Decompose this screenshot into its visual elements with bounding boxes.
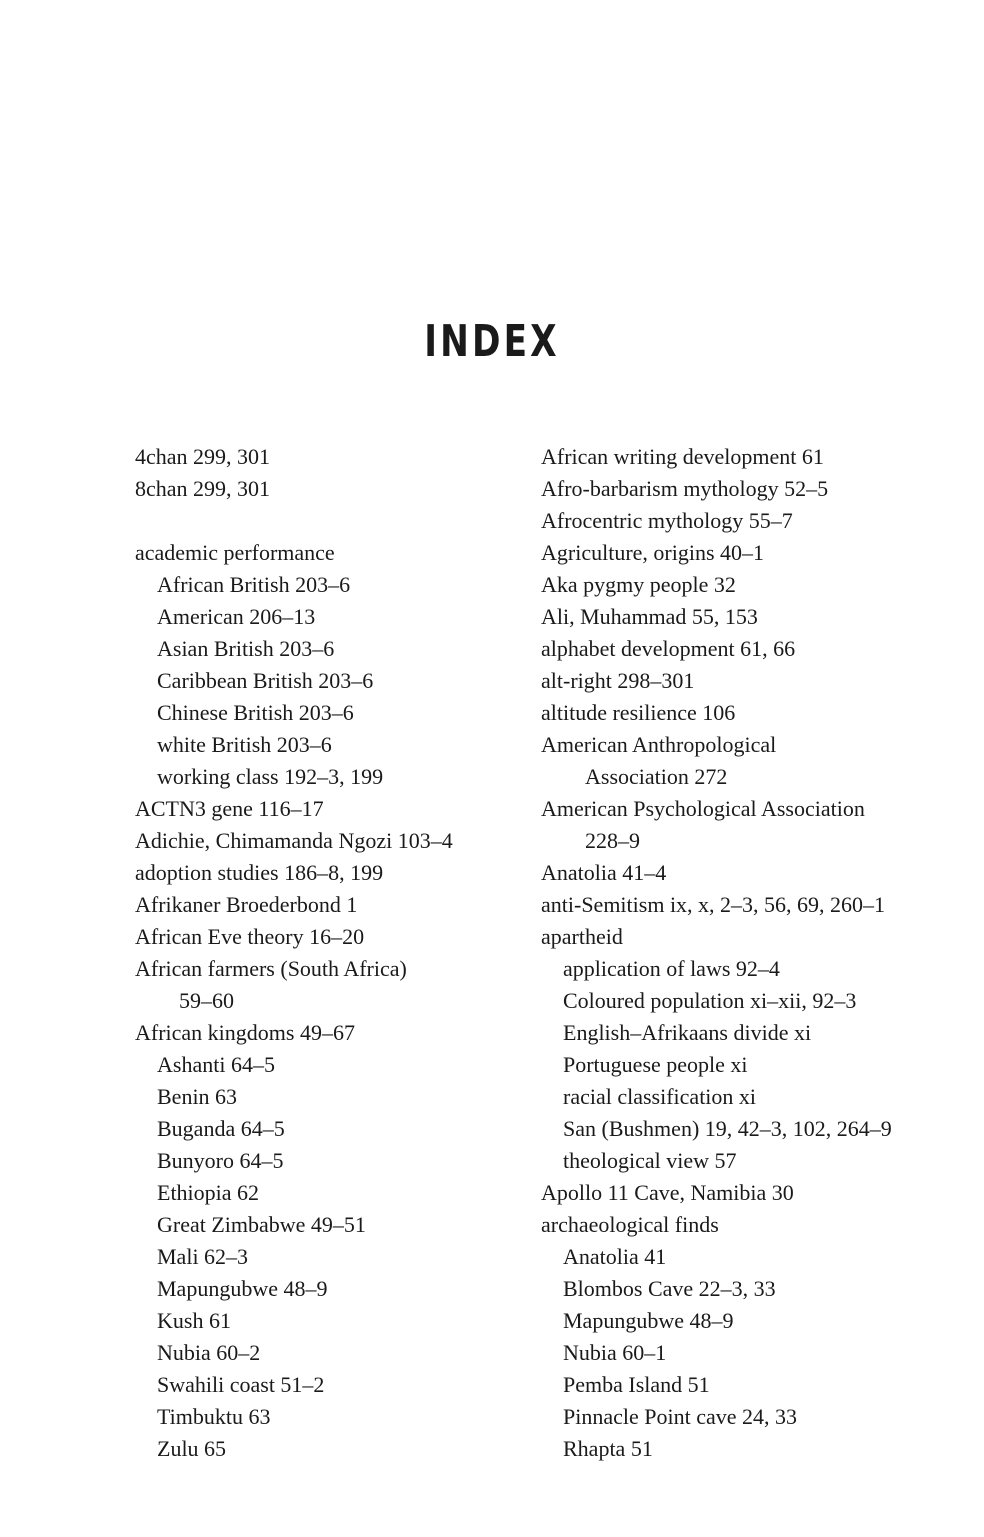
index-entry: Agriculture, origins 40–1	[541, 540, 765, 565]
index-entry: African writing development 61	[541, 444, 824, 469]
index-subentry: Timbuktu 63	[157, 1404, 271, 1429]
index-subentry: Coloured population xi–xii, 92–3	[563, 988, 857, 1013]
index-entry: Ali, Muhammad 55, 153	[541, 604, 758, 629]
index-subentry: Ashanti 64–5	[157, 1052, 275, 1077]
index-entry: Apollo 11 Cave, Namibia 30	[541, 1180, 794, 1205]
index-entry: Afro-barbarism mythology 52–5	[541, 476, 829, 501]
index-entry: American Psychological Association	[541, 796, 865, 821]
index-subentry: Nubia 60–2	[157, 1340, 261, 1365]
index-entry-continuation: 228–9	[585, 828, 640, 853]
index-entry-continuation: Association 272	[585, 764, 728, 789]
index-entry: African kingdoms 49–67	[135, 1020, 355, 1045]
index-subentry: racial classification xi	[563, 1084, 757, 1109]
index-subentry: Chinese British 203–6	[157, 700, 354, 725]
index-entry: anti-Semitism ix, x, 2–3, 56, 69, 260–1	[541, 892, 886, 917]
index-subentry: application of laws 92–4	[563, 956, 780, 981]
index-subentry: Buganda 64–5	[157, 1116, 285, 1141]
index-entry: 8chan 299, 301	[135, 476, 271, 501]
index-subentry: Zulu 65	[157, 1436, 227, 1461]
page-title: INDEX	[424, 316, 560, 367]
index-subentry: Swahili coast 51–2	[157, 1372, 325, 1397]
index-gap	[135, 505, 495, 537]
index-entry: apartheid	[541, 924, 623, 949]
index-subentry: Mali 62–3	[157, 1244, 249, 1269]
index-column-right	[541, 441, 961, 1465]
index-subentry: Bunyoro 64–5	[157, 1148, 284, 1173]
index-subentry: Mapungubwe 48–9	[563, 1308, 734, 1333]
index-subentry: Benin 63	[157, 1084, 238, 1109]
index-entry: ACTN3 gene 116–17	[135, 796, 324, 821]
index-entry: Anatolia 41–4	[541, 860, 667, 885]
index-entry-continuation: 59–60	[179, 988, 234, 1013]
index-column-left	[135, 441, 495, 1465]
index-subentry: Rhapta 51	[563, 1436, 653, 1461]
index-subentry: Great Zimbabwe 49–51	[157, 1212, 366, 1237]
index-entry: adoption studies 186–8, 199	[135, 860, 384, 885]
index-subentry: working class 192–3, 199	[157, 764, 384, 789]
index-subentry: Nubia 60–1	[563, 1340, 667, 1365]
index-entry: African farmers (South Africa)	[135, 956, 407, 981]
index-entry: altitude resilience 106	[541, 700, 736, 725]
index-entry: Afrocentric mythology 55–7	[541, 508, 793, 533]
index-entry: alt-right 298–301	[541, 668, 695, 693]
index-subentry: Pinnacle Point cave 24, 33	[563, 1404, 798, 1429]
index-entry: Adichie, Chimamanda Ngozi 103–4	[135, 828, 453, 853]
index-subentry: theological view 57	[563, 1148, 737, 1173]
index-subentry: Kush 61	[157, 1308, 231, 1333]
index-entry: American Anthropological	[541, 732, 777, 757]
index-subentry: African British 203–6	[157, 572, 351, 597]
index-subentry: Blombos Cave 22–3, 33	[563, 1276, 776, 1301]
index-subentry: San (Bushmen) 19, 42–3, 102, 264–9	[563, 1116, 892, 1141]
index-subentry: white British 203–6	[157, 732, 332, 757]
index-subentry: American 206–13	[157, 604, 316, 629]
index-subentry: Caribbean British 203–6	[157, 668, 374, 693]
index-subentry: Anatolia 41	[563, 1244, 667, 1269]
index-entry: academic performance	[135, 540, 335, 565]
index-entry: 4chan 299, 301	[135, 444, 271, 469]
index-subentry: Portuguese people xi	[563, 1052, 748, 1077]
index-entry: Afrikaner Broederbond 1	[135, 892, 358, 917]
index-subentry: Ethiopia 62	[157, 1180, 260, 1205]
index-subentry: Asian British 203–6	[157, 636, 335, 661]
index-entry: African Eve theory 16–20	[135, 924, 365, 949]
index-subentry: Mapungubwe 48–9	[157, 1276, 328, 1301]
index-entry: archaeological finds	[541, 1212, 719, 1237]
index-subentry: Pemba Island 51	[563, 1372, 710, 1397]
index-subentry: English–Afrikaans divide xi	[563, 1020, 812, 1045]
index-entry: Aka pygmy people 32	[541, 572, 736, 597]
index-entry: alphabet development 61, 66	[541, 636, 796, 661]
